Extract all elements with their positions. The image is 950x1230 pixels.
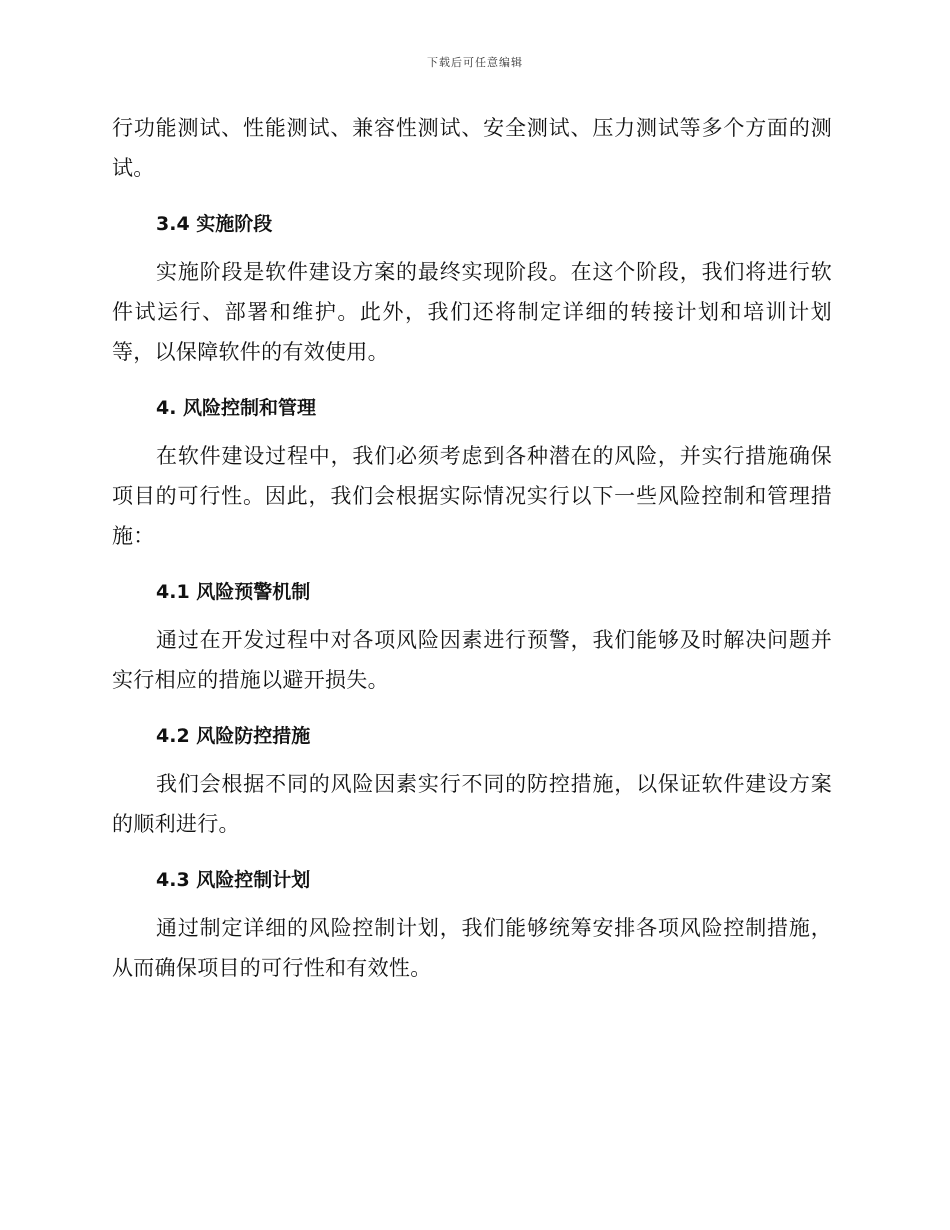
- spacer: [112, 700, 832, 708]
- document-body: [112, 108, 832, 988]
- spacer: [112, 372, 832, 380]
- paragraph-4: 在软件建设过程中，我们必须考虑到各种潜在的风险，并实行措施确保项目的可行性。因此，我们会根据实际情况实行以下一些风险控制和管理措施：: [112, 444, 832, 548]
- heading-4-1: 4.1 风险预警机制: [156, 581, 311, 603]
- paragraph-4-3: 通过制定详细的风险控制计划，我们能够统筹安排各项风险控制措施，从而确保项目的可行性和有效性。: [112, 916, 832, 980]
- spacer: [112, 844, 832, 852]
- paragraph-4-2: 我们会根据不同的风险因素实行不同的防控措施，以保证软件建设方案的顺利进行。: [112, 772, 832, 836]
- heading-3-4: 3.4 实施阶段: [156, 213, 273, 235]
- paragraph-4-1: 通过在开发过程中对各项风险因素进行预警，我们能够及时解决问题并实行相应的措施以避开损失。: [112, 628, 832, 692]
- paragraph-3-4: 实施阶段是软件建设方案的最终实现阶段。在这个阶段，我们将进行软件试运行、部署和维护。此外，我们还将制定详细的转接计划和培训计划等，以保障软件的有效使用。: [112, 260, 832, 364]
- paragraph-intro: 行功能测试、性能测试、兼容性测试、安全测试、压力测试等多个方面的测试。: [112, 116, 832, 180]
- heading-4-3: 4.3 风险控制计划: [156, 869, 311, 891]
- spacer: [112, 556, 832, 564]
- heading-4: 4. 风险控制和管理: [156, 397, 317, 419]
- page-header-note: 下载后可任意编辑: [427, 56, 523, 69]
- heading-4-2: 4.2 风险防控措施: [156, 725, 311, 747]
- spacer: [112, 188, 832, 196]
